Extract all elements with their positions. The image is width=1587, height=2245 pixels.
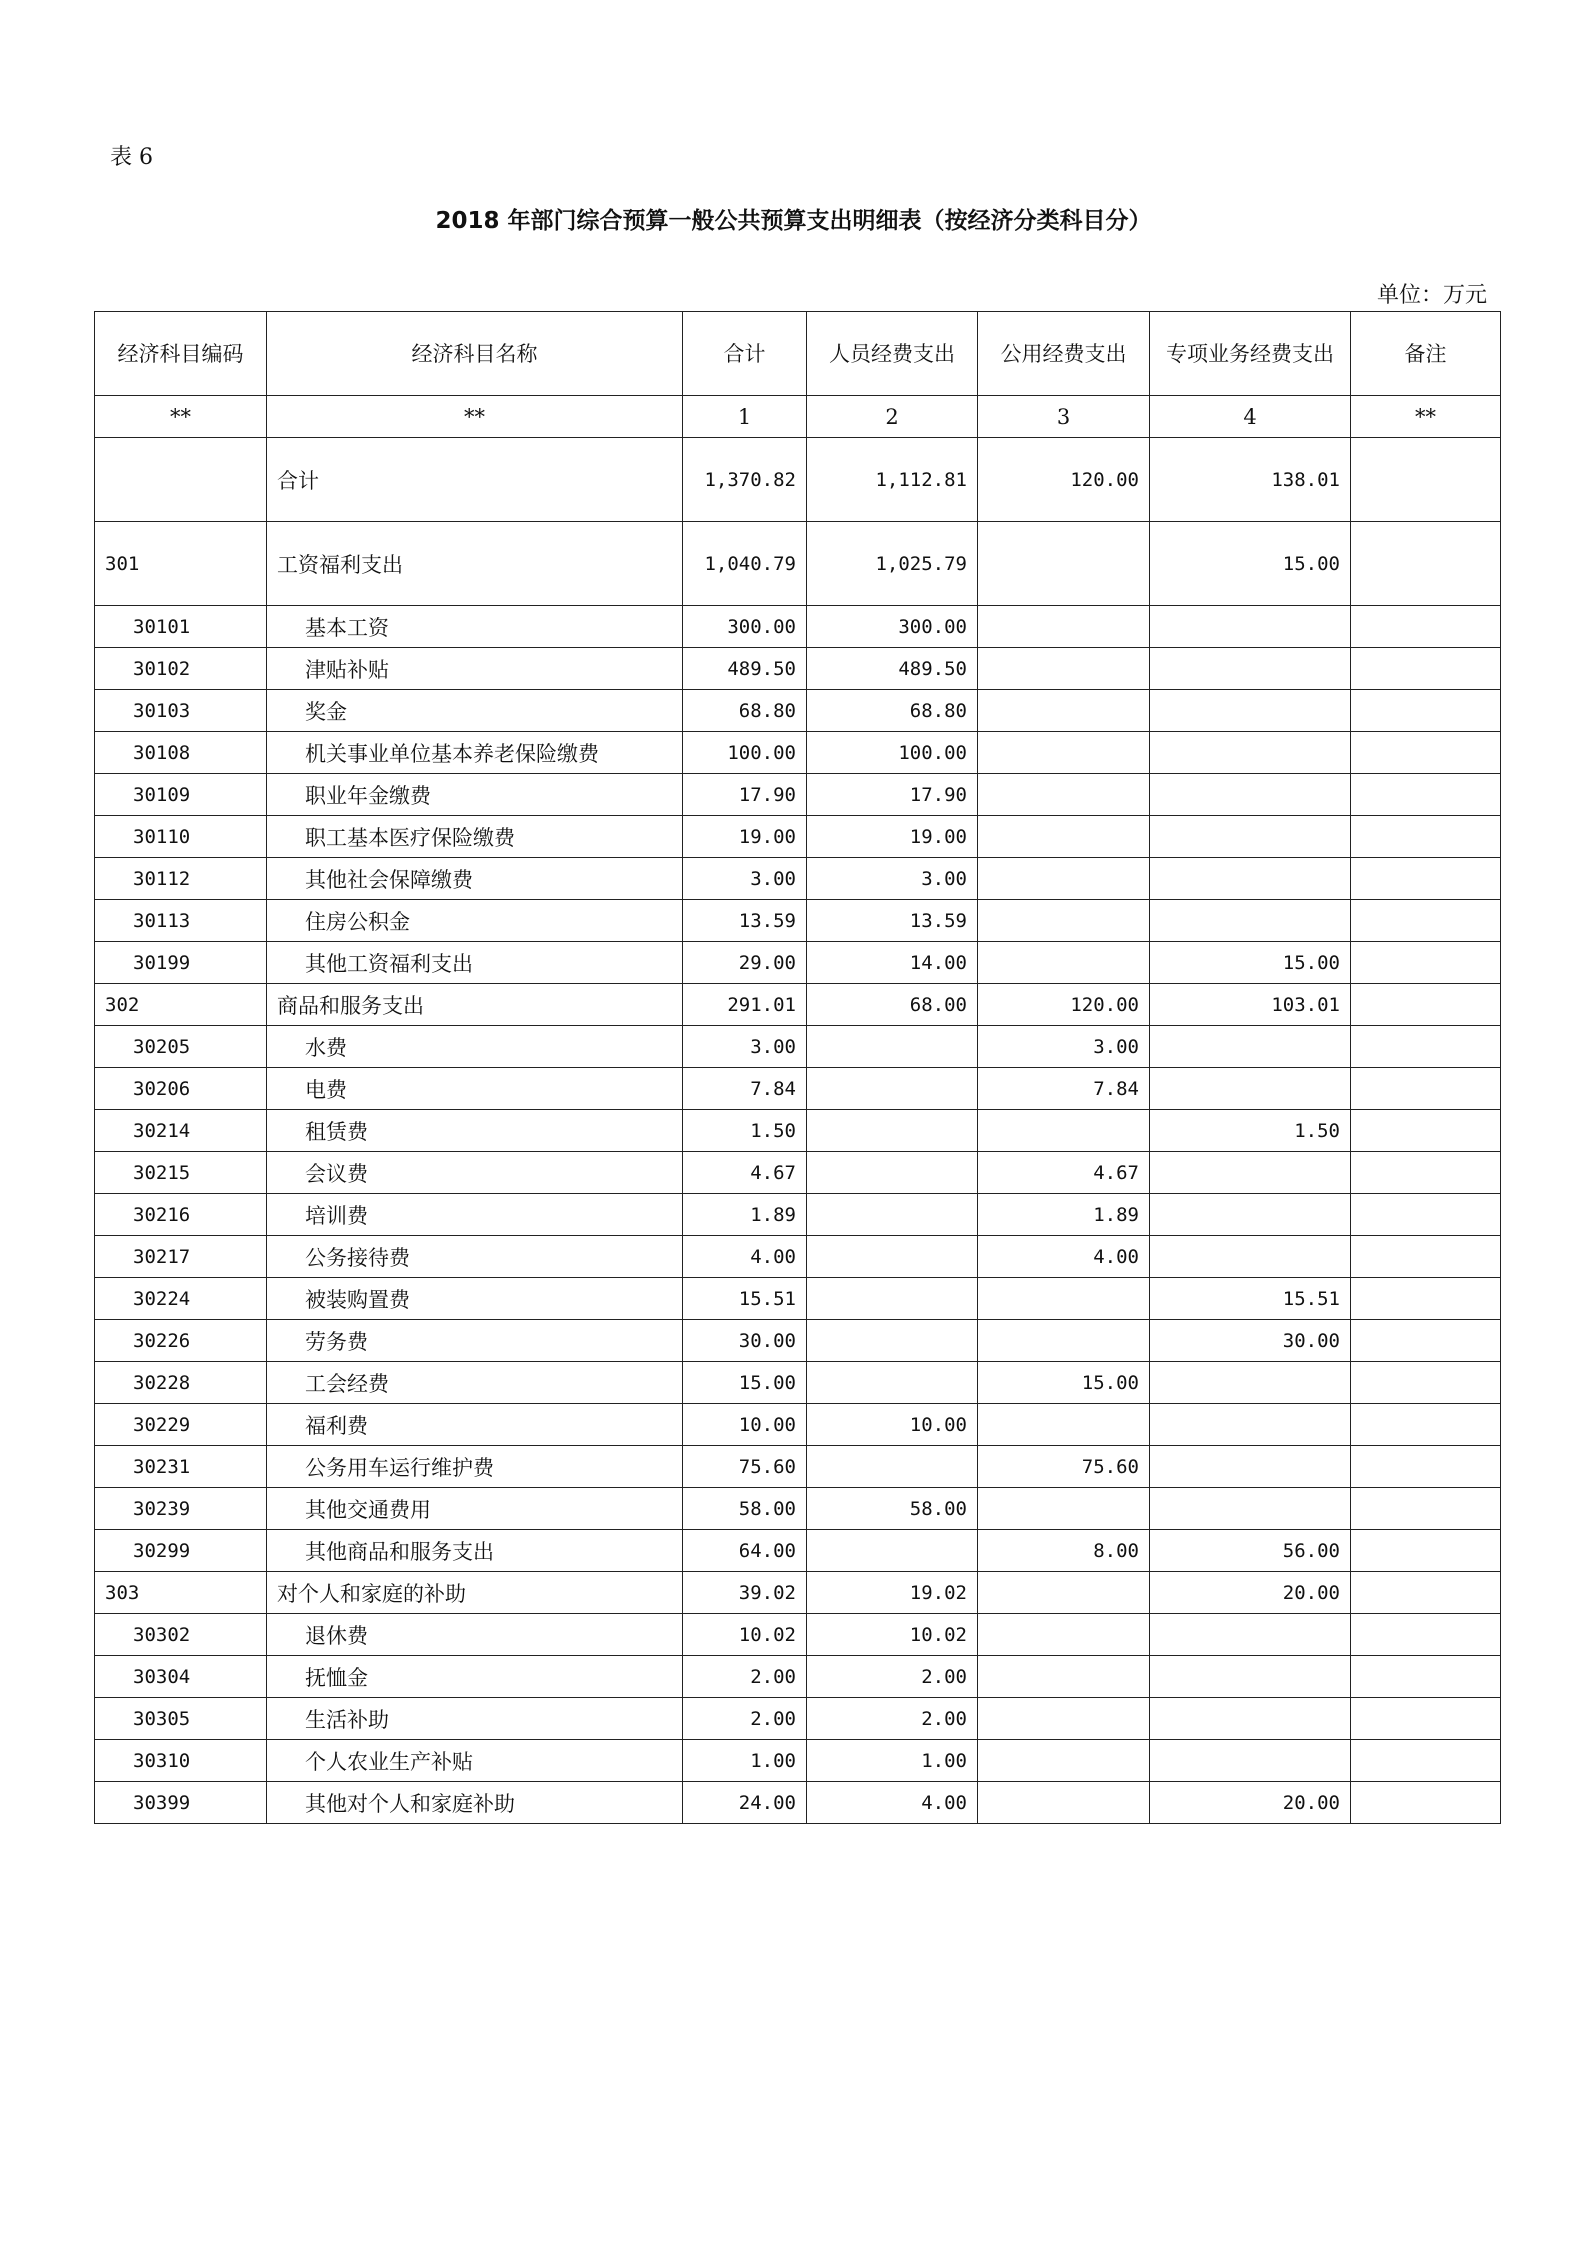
total-cell: 1.89 <box>683 1194 807 1236</box>
table-row <box>95 1782 1501 1824</box>
total-cell: 2.00 <box>683 1656 807 1698</box>
code-cell: 30217 <box>95 1236 267 1278</box>
note-cell <box>1351 942 1501 984</box>
note-cell <box>1351 1530 1501 1572</box>
name-cell: 福利费 <box>267 1404 683 1446</box>
code-cell: 30112 <box>95 858 267 900</box>
special-cell <box>1150 690 1351 732</box>
table-row <box>95 1068 1501 1110</box>
name-cell: 会议费 <box>267 1152 683 1194</box>
table-row <box>95 690 1501 732</box>
table-row <box>95 1320 1501 1362</box>
special-cell <box>1150 1614 1351 1656</box>
personnel-cell <box>807 1152 978 1194</box>
note-cell <box>1351 1320 1501 1362</box>
public-cell: 75.60 <box>978 1446 1150 1488</box>
note-cell <box>1351 774 1501 816</box>
code-cell: 30215 <box>95 1152 267 1194</box>
table-row <box>95 648 1501 690</box>
note-cell <box>1351 1194 1501 1236</box>
note-cell <box>1351 690 1501 732</box>
special-cell <box>1150 606 1351 648</box>
note-cell <box>1351 1656 1501 1698</box>
total-cell: 1.50 <box>683 1110 807 1152</box>
total-cell: 30.00 <box>683 1320 807 1362</box>
special-cell <box>1150 1488 1351 1530</box>
special-cell: 15.00 <box>1150 942 1351 984</box>
special-cell <box>1150 900 1351 942</box>
public-cell <box>978 1320 1150 1362</box>
special-cell <box>1150 1656 1351 1698</box>
public-cell <box>978 522 1150 606</box>
total-cell: 300.00 <box>683 606 807 648</box>
budget-table <box>94 311 1501 1824</box>
special-cell <box>1150 1026 1351 1068</box>
code-cell: 302 <box>95 984 267 1026</box>
public-cell <box>978 1488 1150 1530</box>
public-cell: 3.00 <box>978 1026 1150 1068</box>
public-cell <box>978 1404 1150 1446</box>
header-cell: 合计 <box>683 312 807 396</box>
special-cell: 15.51 <box>1150 1278 1351 1320</box>
personnel-cell <box>807 1530 978 1572</box>
personnel-cell: 19.02 <box>807 1572 978 1614</box>
code-cell <box>95 438 267 522</box>
public-cell <box>978 1698 1150 1740</box>
total-cell: 13.59 <box>683 900 807 942</box>
total-cell: 19.00 <box>683 816 807 858</box>
index-cell: ** <box>95 396 267 438</box>
name-cell: 生活补助 <box>267 1698 683 1740</box>
special-cell <box>1150 1194 1351 1236</box>
name-cell: 培训费 <box>267 1194 683 1236</box>
total-cell: 3.00 <box>683 858 807 900</box>
public-cell <box>978 732 1150 774</box>
personnel-cell: 1,025.79 <box>807 522 978 606</box>
index-cell: ** <box>1351 396 1501 438</box>
header-row <box>95 312 1501 396</box>
note-cell <box>1351 1572 1501 1614</box>
code-cell: 303 <box>95 1572 267 1614</box>
personnel-cell: 17.90 <box>807 774 978 816</box>
header-cell: 人员经费支出 <box>807 312 978 396</box>
special-cell: 1.50 <box>1150 1110 1351 1152</box>
code-cell: 301 <box>95 522 267 606</box>
table-row <box>95 1194 1501 1236</box>
code-cell: 30199 <box>95 942 267 984</box>
public-cell <box>978 1782 1150 1824</box>
code-cell: 30216 <box>95 1194 267 1236</box>
personnel-cell <box>807 1320 978 1362</box>
name-cell: 租赁费 <box>267 1110 683 1152</box>
header-cell: 专项业务经费支出 <box>1150 312 1351 396</box>
special-cell <box>1150 1740 1351 1782</box>
personnel-cell: 489.50 <box>807 648 978 690</box>
personnel-cell: 19.00 <box>807 816 978 858</box>
personnel-cell: 14.00 <box>807 942 978 984</box>
total-cell: 17.90 <box>683 774 807 816</box>
code-cell: 30399 <box>95 1782 267 1824</box>
table-row <box>95 1572 1501 1614</box>
personnel-cell: 10.00 <box>807 1404 978 1446</box>
name-cell: 被装购置费 <box>267 1278 683 1320</box>
header-cell: 经济科目编码 <box>95 312 267 396</box>
header-cell: 经济科目名称 <box>267 312 683 396</box>
table-row <box>95 984 1501 1026</box>
public-cell <box>978 900 1150 942</box>
page-title: 2018 年部门综合预算一般公共预算支出明细表（按经济分类科目分） <box>435 208 1152 234</box>
name-cell: 其他交通费用 <box>267 1488 683 1530</box>
unit-label: 单位：万元 <box>1376 283 1487 308</box>
name-cell: 公务接待费 <box>267 1236 683 1278</box>
personnel-cell <box>807 1026 978 1068</box>
note-cell <box>1351 648 1501 690</box>
code-cell: 30305 <box>95 1698 267 1740</box>
note-cell <box>1351 1068 1501 1110</box>
note-cell <box>1351 1236 1501 1278</box>
personnel-cell: 58.00 <box>807 1488 978 1530</box>
index-cell: 1 <box>683 396 807 438</box>
personnel-cell: 100.00 <box>807 732 978 774</box>
code-cell: 30299 <box>95 1530 267 1572</box>
public-cell: 1.89 <box>978 1194 1150 1236</box>
name-cell: 商品和服务支出 <box>267 984 683 1026</box>
personnel-cell: 1,112.81 <box>807 438 978 522</box>
name-cell: 职业年金缴费 <box>267 774 683 816</box>
total-cell: 39.02 <box>683 1572 807 1614</box>
table-row <box>95 732 1501 774</box>
code-cell: 30239 <box>95 1488 267 1530</box>
public-cell: 120.00 <box>978 438 1150 522</box>
total-cell: 4.00 <box>683 1236 807 1278</box>
name-cell: 其他社会保障缴费 <box>267 858 683 900</box>
note-cell <box>1351 1782 1501 1824</box>
public-cell <box>978 816 1150 858</box>
code-cell: 30108 <box>95 732 267 774</box>
note-cell <box>1351 900 1501 942</box>
code-cell: 30231 <box>95 1446 267 1488</box>
total-cell: 10.00 <box>683 1404 807 1446</box>
name-cell: 公务用车运行维护费 <box>267 1446 683 1488</box>
public-cell <box>978 1740 1150 1782</box>
public-cell <box>978 606 1150 648</box>
code-cell: 30102 <box>95 648 267 690</box>
note-cell <box>1351 1362 1501 1404</box>
public-cell <box>978 858 1150 900</box>
public-cell <box>978 690 1150 732</box>
special-cell: 20.00 <box>1150 1572 1351 1614</box>
code-cell: 30224 <box>95 1278 267 1320</box>
personnel-cell: 13.59 <box>807 900 978 942</box>
public-cell <box>978 1614 1150 1656</box>
public-cell: 15.00 <box>978 1362 1150 1404</box>
note-cell <box>1351 1404 1501 1446</box>
total-cell: 1,040.79 <box>683 522 807 606</box>
total-cell: 64.00 <box>683 1530 807 1572</box>
code-cell: 30229 <box>95 1404 267 1446</box>
index-cell: 3 <box>978 396 1150 438</box>
note-cell <box>1351 732 1501 774</box>
note-cell <box>1351 984 1501 1026</box>
table-label: 表 6 <box>110 145 153 170</box>
note-cell <box>1351 1026 1501 1068</box>
code-cell: 30109 <box>95 774 267 816</box>
total-cell: 489.50 <box>683 648 807 690</box>
note-cell <box>1351 1698 1501 1740</box>
total-cell: 3.00 <box>683 1026 807 1068</box>
table-row <box>95 1110 1501 1152</box>
special-cell: 20.00 <box>1150 1782 1351 1824</box>
name-cell: 基本工资 <box>267 606 683 648</box>
public-cell <box>978 1278 1150 1320</box>
code-cell: 30302 <box>95 1614 267 1656</box>
total-cell: 75.60 <box>683 1446 807 1488</box>
code-cell: 30113 <box>95 900 267 942</box>
special-cell <box>1150 1152 1351 1194</box>
name-cell: 对个人和家庭的补助 <box>267 1572 683 1614</box>
table-row <box>95 1530 1501 1572</box>
code-cell: 30214 <box>95 1110 267 1152</box>
table-row <box>95 1698 1501 1740</box>
name-cell: 劳务费 <box>267 1320 683 1362</box>
special-cell <box>1150 648 1351 690</box>
public-cell: 7.84 <box>978 1068 1150 1110</box>
table-row <box>95 1026 1501 1068</box>
total-cell: 68.80 <box>683 690 807 732</box>
total-cell: 10.02 <box>683 1614 807 1656</box>
personnel-cell: 10.02 <box>807 1614 978 1656</box>
public-cell: 120.00 <box>978 984 1150 1026</box>
personnel-cell <box>807 1362 978 1404</box>
special-cell <box>1150 1404 1351 1446</box>
note-cell <box>1351 1110 1501 1152</box>
header-cell: 备注 <box>1351 312 1501 396</box>
total-cell: 1,370.82 <box>683 438 807 522</box>
personnel-cell: 68.00 <box>807 984 978 1026</box>
note-cell <box>1351 1446 1501 1488</box>
table-row <box>95 1446 1501 1488</box>
code-cell: 30226 <box>95 1320 267 1362</box>
name-cell: 工资福利支出 <box>267 522 683 606</box>
total-cell: 15.00 <box>683 1362 807 1404</box>
table-row <box>95 1404 1501 1446</box>
name-cell: 奖金 <box>267 690 683 732</box>
total-cell: 291.01 <box>683 984 807 1026</box>
name-cell: 抚恤金 <box>267 1656 683 1698</box>
personnel-cell <box>807 1236 978 1278</box>
total-cell: 15.51 <box>683 1278 807 1320</box>
special-cell: 103.01 <box>1150 984 1351 1026</box>
name-cell: 机关事业单位基本养老保险缴费 <box>267 732 683 774</box>
index-cell: 2 <box>807 396 978 438</box>
code-cell: 30304 <box>95 1656 267 1698</box>
note-cell <box>1351 1740 1501 1782</box>
special-cell: 15.00 <box>1150 522 1351 606</box>
name-cell: 其他对个人和家庭补助 <box>267 1782 683 1824</box>
personnel-cell <box>807 1068 978 1110</box>
total-cell: 1.00 <box>683 1740 807 1782</box>
column-index-row <box>95 396 1501 438</box>
personnel-cell <box>807 1194 978 1236</box>
table-row <box>95 1278 1501 1320</box>
special-cell <box>1150 1068 1351 1110</box>
code-cell: 30310 <box>95 1740 267 1782</box>
personnel-cell: 2.00 <box>807 1698 978 1740</box>
name-cell: 津贴补贴 <box>267 648 683 690</box>
note-cell <box>1351 1278 1501 1320</box>
total-cell: 24.00 <box>683 1782 807 1824</box>
code-cell: 30206 <box>95 1068 267 1110</box>
special-cell: 138.01 <box>1150 438 1351 522</box>
note-cell <box>1351 1488 1501 1530</box>
note-cell <box>1351 858 1501 900</box>
special-cell <box>1150 858 1351 900</box>
special-cell <box>1150 1698 1351 1740</box>
code-cell: 30101 <box>95 606 267 648</box>
public-cell <box>978 942 1150 984</box>
total-cell: 58.00 <box>683 1488 807 1530</box>
name-cell: 其他商品和服务支出 <box>267 1530 683 1572</box>
special-cell <box>1150 1362 1351 1404</box>
public-cell: 4.67 <box>978 1152 1150 1194</box>
name-cell: 职工基本医疗保险缴费 <box>267 816 683 858</box>
index-cell: 4 <box>1150 396 1351 438</box>
table-row <box>95 1740 1501 1782</box>
note-cell <box>1351 438 1501 522</box>
table-row <box>95 1236 1501 1278</box>
note-cell <box>1351 606 1501 648</box>
public-cell <box>978 1572 1150 1614</box>
personnel-cell: 3.00 <box>807 858 978 900</box>
table-row <box>95 858 1501 900</box>
name-cell: 住房公积金 <box>267 900 683 942</box>
total-cell: 7.84 <box>683 1068 807 1110</box>
name-cell: 电费 <box>267 1068 683 1110</box>
name-cell: 工会经费 <box>267 1362 683 1404</box>
special-cell <box>1150 774 1351 816</box>
public-cell <box>978 648 1150 690</box>
personnel-cell: 2.00 <box>807 1656 978 1698</box>
table-row <box>95 522 1501 606</box>
name-cell: 个人农业生产补贴 <box>267 1740 683 1782</box>
code-cell: 30110 <box>95 816 267 858</box>
name-cell: 其他工资福利支出 <box>267 942 683 984</box>
table-row <box>95 606 1501 648</box>
note-cell <box>1351 1152 1501 1194</box>
special-cell <box>1150 816 1351 858</box>
table-row <box>95 774 1501 816</box>
note-cell <box>1351 1614 1501 1656</box>
table-row <box>95 1614 1501 1656</box>
special-cell <box>1150 1236 1351 1278</box>
special-cell: 30.00 <box>1150 1320 1351 1362</box>
personnel-cell: 1.00 <box>807 1740 978 1782</box>
name-cell: 合计 <box>267 438 683 522</box>
personnel-cell <box>807 1446 978 1488</box>
public-cell: 4.00 <box>978 1236 1150 1278</box>
table-row <box>95 1152 1501 1194</box>
personnel-cell: 4.00 <box>807 1782 978 1824</box>
table-row <box>95 942 1501 984</box>
note-cell <box>1351 522 1501 606</box>
table-row <box>95 1656 1501 1698</box>
name-cell: 水费 <box>267 1026 683 1068</box>
table-row <box>95 1488 1501 1530</box>
total-cell: 29.00 <box>683 942 807 984</box>
special-cell <box>1150 1446 1351 1488</box>
special-cell <box>1150 732 1351 774</box>
table-row <box>95 1362 1501 1404</box>
note-cell <box>1351 816 1501 858</box>
code-cell: 30228 <box>95 1362 267 1404</box>
personnel-cell <box>807 1110 978 1152</box>
public-cell <box>978 774 1150 816</box>
public-cell: 8.00 <box>978 1530 1150 1572</box>
public-cell <box>978 1110 1150 1152</box>
table-row <box>95 438 1501 522</box>
personnel-cell: 300.00 <box>807 606 978 648</box>
code-cell: 30103 <box>95 690 267 732</box>
special-cell: 56.00 <box>1150 1530 1351 1572</box>
index-cell: ** <box>267 396 683 438</box>
total-cell: 100.00 <box>683 732 807 774</box>
public-cell <box>978 1656 1150 1698</box>
header-cell: 公用经费支出 <box>978 312 1150 396</box>
total-cell: 4.67 <box>683 1152 807 1194</box>
personnel-cell <box>807 1278 978 1320</box>
total-cell: 2.00 <box>683 1698 807 1740</box>
table-row <box>95 900 1501 942</box>
table-row <box>95 816 1501 858</box>
personnel-cell: 68.80 <box>807 690 978 732</box>
code-cell: 30205 <box>95 1026 267 1068</box>
name-cell: 退休费 <box>267 1614 683 1656</box>
